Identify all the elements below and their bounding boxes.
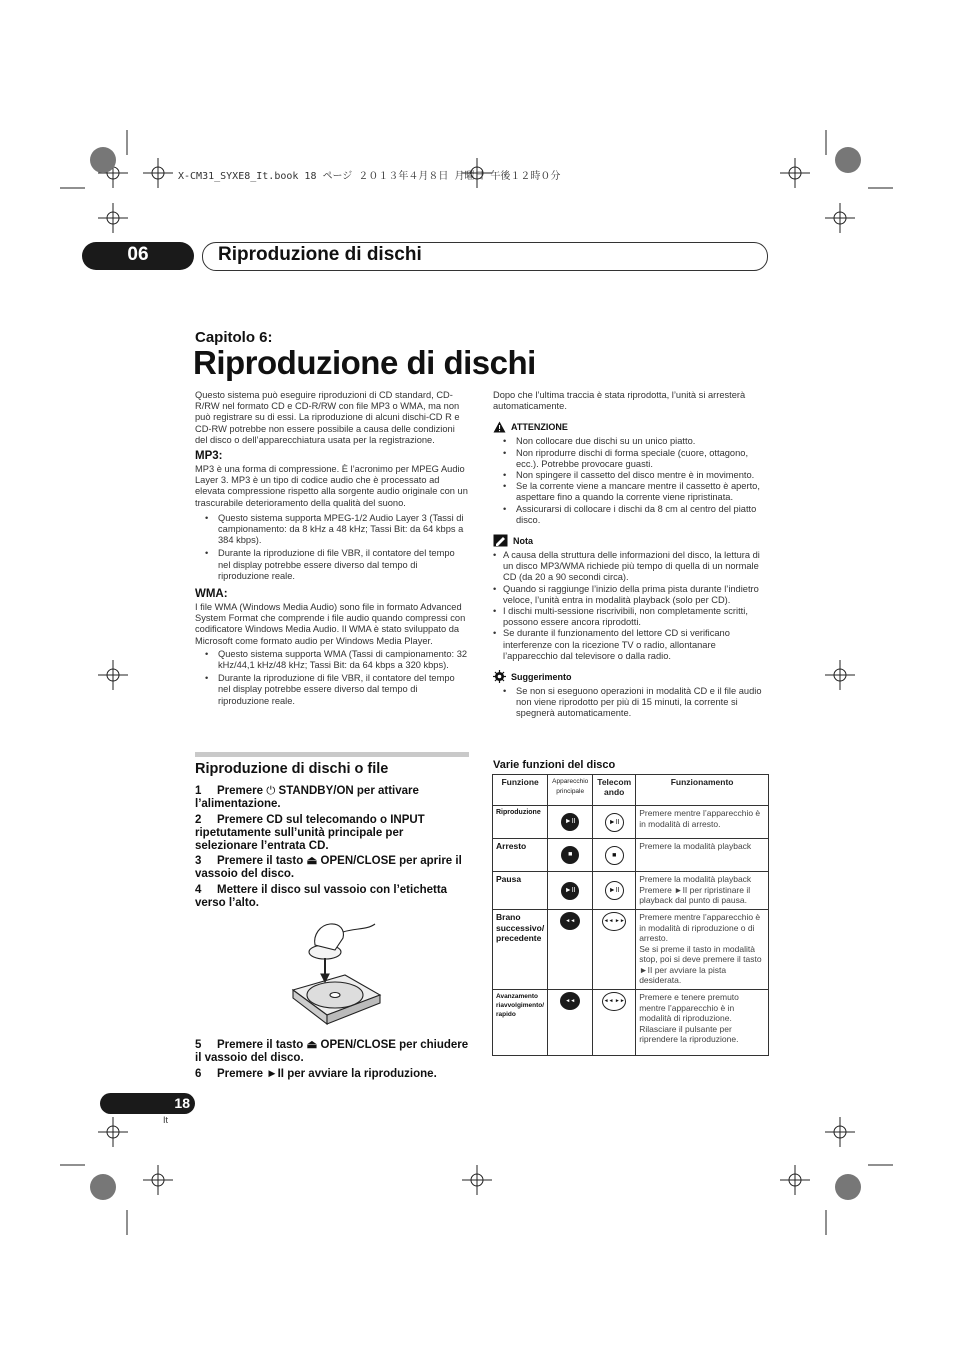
section-divider [195, 752, 469, 757]
mp3-heading: MP3: [195, 450, 223, 463]
functions-table [492, 774, 769, 1056]
chapter-number: 06 [127, 244, 149, 265]
list-item: • Assicurarsi di collocare i dischi da 8 cm al centro del piatto disco. [502, 504, 769, 526]
eject-icon: ⏏ [306, 1039, 318, 1051]
row-function: Riproduzione [493, 806, 548, 839]
row-operation: Premere e tenere premuto mentre l’apparecchio è in modalità di riproduzione. Rilasciare il pulsante per riprendere la riproduzione. [636, 990, 769, 1056]
page-language: It [163, 1115, 169, 1125]
step-4: 4 Mettere il disco sul vassoio con l’etichetta verso l’alto. [195, 884, 448, 909]
list-item: • Questo sistema supporta WMA (Tassi di campionamento: 32 kHz/44,1 kHz/48 kHz; Tassi Bit: da 64 kbps a 320 kbps). [204, 649, 469, 671]
row-function: Brano successivo/ precedente [493, 910, 548, 990]
list-item: • Se non si eseguono operazioni in modalità CD e il file audio non viene riprodotto per più di 15 minuti, la corrente si spegnerà automaticamente. [502, 686, 769, 720]
play-pause-icon: ►II [593, 872, 636, 910]
note-heading: Nota [493, 534, 769, 547]
caution-heading: ATTENZIONE [493, 421, 769, 433]
header-operation: Funzionamento [636, 775, 769, 806]
list-item: • Durante la riproduzione di file VBR, il contatore del tempo nel display potrebbe essere diverso dal tempo di riproduzione reale. [204, 673, 469, 707]
table-row [493, 910, 769, 990]
table-title: Varie funzioni del disco [493, 759, 616, 771]
chapter-label: Capitolo 6: [195, 329, 273, 346]
list-item: • Non spingere il cassetto del disco mentre è in movimento. [502, 470, 769, 481]
mp3-paragraph: MP3 è una forma di compressione. È l’acronimo per MPEG Audio Layer 3. MP3 è un tipo di codice audio che è processato ad elevata compressione rispetto alla sorgente audio originale con un trascurabile deterioramento della qualità del suono. [195, 464, 468, 508]
note-icon [493, 534, 508, 547]
wma-bullet-list [204, 649, 469, 707]
list-item: • A causa della struttura delle informazioni del disco, la lettura di un disco MP3/WMA richiede più tempo di quella di un normale CD (da 20 a 90 secondi circa). [493, 550, 769, 584]
table-row [493, 806, 769, 839]
tip-list [502, 686, 769, 720]
tip-icon [493, 670, 506, 683]
row-operation: Premere mentre l’apparecchio è in modalità di riproduzione o di arresto. Se si preme il tasto in modalità stop, poi si deve premere il tasto ►II per avviare la pista desiderata. [636, 910, 769, 990]
header-function: Funzione [493, 775, 548, 806]
wma-paragraph: I file WMA (Windows Media Audio) sono file in formato Advanced System Format che comprende i file audio quando compressi con codificatore Windows Media Audio. Il WMA è stato sviluppato da Microsoft come formato audio per Windows Media Player. [195, 602, 466, 646]
header-main-unit: Apparecchio principale [548, 775, 593, 806]
tip-heading: Suggerimento [493, 670, 769, 683]
play-pause-icon: ►II [593, 806, 636, 839]
row-operation: Premere mentre l’apparecchio è in modalità di arresto. [636, 806, 769, 839]
play-pause-icon: ►II [266, 1068, 285, 1080]
page-title: Riproduzione di dischi [193, 344, 536, 381]
print-header: X-CM31_SYXE8_It.book 18 ページ ２０１３年４月８日 月曜日 午後１２時０分 [178, 171, 561, 182]
step-1: 1 Premere ⏻ STANDBY/ON per attivare l’alimentazione. [195, 785, 419, 810]
eject-icon: ⏏ [306, 855, 318, 867]
search-icon: ◄◄ ►► [593, 990, 636, 1056]
step-6: 6 Premere ►II per avviare la riproduzione. [195, 1068, 437, 1080]
mp3-bullet-list [204, 513, 469, 582]
list-item: • Durante la riproduzione di file VBR, il contatore del tempo nel display potrebbe essere diverso dal tempo di riproduzione reale. [204, 548, 469, 582]
table-row [493, 990, 769, 1056]
list-item: • Non riprodurre dischi di forma speciale (cuore, ottagono, ecc.). Potrebbe provocare guasti. [502, 448, 769, 470]
wma-heading: WMA: [195, 588, 228, 601]
list-item: • Se la corrente viene a mancare mentre il cassetto è aperto, aspettare fino a quando la corrente viene ripristinata. [502, 481, 769, 503]
chapter-title: Riproduzione di dischi [218, 244, 422, 265]
section-title: Riproduzione di dischi o file [195, 761, 389, 777]
disc-tray-illustration [285, 920, 385, 1030]
list-item: • Non collocare due dischi su un unico piatto. [502, 436, 769, 447]
stop-icon: ■ [548, 839, 593, 872]
row-operation: Premere la modalità playback [636, 839, 769, 872]
power-icon: ⏻ [266, 785, 276, 797]
table-row [493, 839, 769, 872]
header-remote: Telecom ando [593, 775, 636, 806]
row-function: Avanzamento riavvolgimento/ rapido [493, 990, 548, 1056]
stop-icon: ■ [593, 839, 636, 872]
play-pause-icon: ►II [548, 872, 593, 910]
list-item: • I dischi multi-sessione riscrivibili, non completamente scritti, possono essere ancora riprodotti. [493, 606, 769, 628]
warning-icon [493, 421, 506, 433]
skip-icon: ◄◄ ►► [593, 910, 636, 990]
right-column [493, 390, 769, 720]
row-function: Pausa [493, 872, 548, 910]
page-number: 18 [174, 1095, 190, 1111]
caution-list [502, 436, 769, 526]
play-pause-icon: ►II [548, 806, 593, 839]
list-item: • Questo sistema supporta MPEG-1/2 Audio Layer 3 (Tassi di campionamento: da 8 kHz a 48 kHz; Tassi Bit: da 64 kbps a 384 kbps). [204, 513, 469, 547]
search-icon: ◄◄ ►► [548, 990, 593, 1056]
right-intro: Dopo che l’ultima traccia è stata riprodotta, l’unità si arresterà automaticamente. [493, 390, 746, 412]
table-row [493, 872, 769, 910]
row-operation: Premere la modalità playback Premere ►II per ripristinare il playback dal punto di pausa. [636, 872, 769, 910]
skip-icon: ◄◄ ►► [548, 910, 593, 990]
list-item: • Se durante il funzionamento del lettore CD si verificano interferenze con la ricezione TV o radio, allontanare l’apparecchio dal televisore o dalla radio. [493, 628, 769, 662]
left-column [195, 390, 469, 707]
list-item: • Quando si raggiunge l’inizio della prima pista durante l’indietro veloce, l’unità entra in modalità playback (solo per CD). [493, 584, 769, 606]
step-2: 2 Premere CD sul telecomando o INPUT ripetutamente sull’unità principale per selezionare l’entrata CD. [195, 814, 425, 852]
step-5: 5 Premere il tasto ⏏ OPEN/CLOSE per chiudere il vassoio del disco. [195, 1039, 469, 1064]
note-list [493, 550, 769, 662]
table-header-row [493, 775, 769, 806]
step-3: 3 Premere il tasto ⏏ OPEN/CLOSE per aprire il vassoio del disco. [195, 855, 462, 880]
intro-paragraph: Questo sistema può eseguire riproduzioni di CD standard, CD-R/RW nel formato CD e CD-R/RW con file MP3 o WMA, ma non può registrare su di essi. La riproduzione di alcuni dischi-CD R e CD-RW potrebbe non essere possibile a causa delle condizioni del disco o dell’apparecchiatura usata per la registrazione. [195, 390, 460, 445]
row-function: Arresto [493, 839, 548, 872]
